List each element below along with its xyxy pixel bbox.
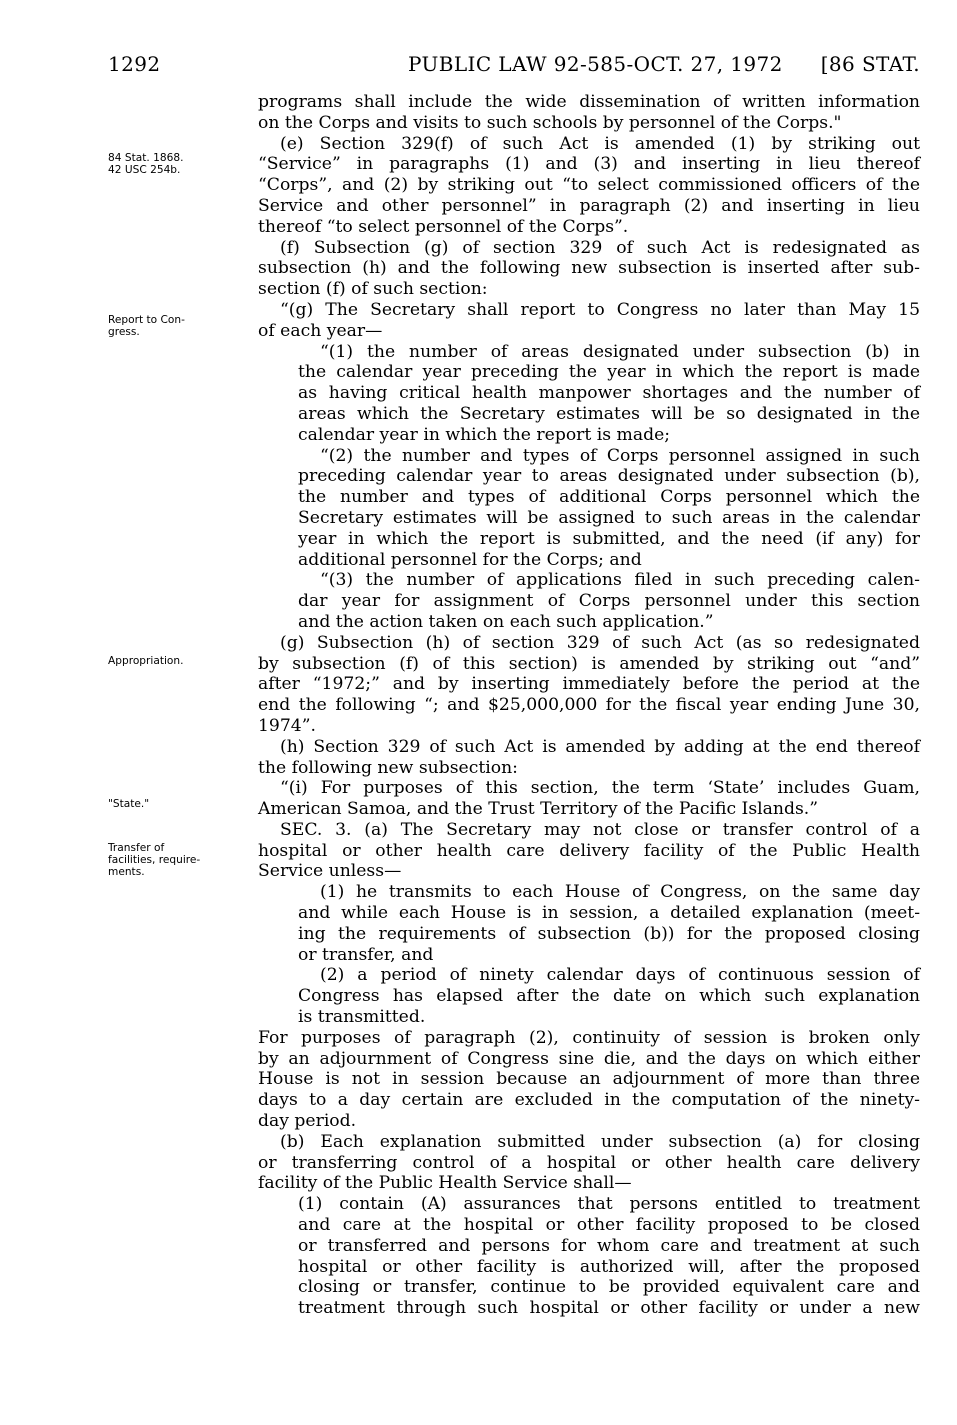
text-line: as having critical health manpower shortages and the number of — [298, 383, 920, 404]
margin-note-line: 84 Stat. 1868. — [108, 152, 184, 164]
text-line: “(g) The Secretary shall report to Congress no later than May 15 — [280, 299, 920, 320]
margin-note-line: 42 USC 254b. — [108, 164, 181, 176]
margin-note-line: "State." — [108, 798, 150, 810]
text-line: calendar year in which the report is made; — [298, 424, 671, 445]
margin-note-line: facilities, require- — [108, 854, 201, 866]
text-line: (g) Subsection (h) of section 329 of such Act (as so redesignated — [280, 632, 920, 653]
text-line: the following new subsection: — [258, 757, 518, 778]
text-line: (b) Each explanation submitted under subsection (a) for closing — [280, 1131, 920, 1152]
text-line: (f) Subsection (g) of section 329 of such Act is redesignated as — [280, 237, 920, 258]
margin-note-transfer — [108, 842, 248, 878]
text-line: dar year for assignment of Corps personnel under this section — [298, 591, 920, 612]
text-line: hospital or other facility is authorized will, after the proposed — [298, 1256, 920, 1277]
text-line: and while each House is in session, a detailed explanation (meet- — [298, 903, 920, 924]
text-line: and care at the hospital or other facility proposed to be closed — [298, 1215, 920, 1236]
text-line: Service unless— — [258, 861, 402, 882]
text-line: day period. — [258, 1111, 357, 1132]
text-line: or transferring control of a hospital or other health care delivery — [258, 1152, 920, 1173]
text-line: treatment through such hospital or other facility or under a new — [298, 1298, 920, 1319]
text-line: American Samoa, and the Trust Territory of the Pacific Islands.” — [258, 799, 819, 820]
text-line: preceding calendar year to areas designated under subsection (b), — [298, 466, 920, 487]
text-line: (e) Section 329(f) of such Act is amended (1) by striking out — [280, 133, 920, 154]
margin-note-line: gress. — [108, 326, 140, 338]
text-line: ing the requirements of subsection (b)) for the proposed closing — [298, 923, 920, 944]
text-line: Congress has elapsed after the date on which such explanation — [298, 986, 920, 1007]
text-line: areas which the Secretary estimates will be so designated in the — [298, 403, 920, 424]
text-line: “Corps”, and (2) by striking out “to select commissioned officers of the — [258, 175, 920, 196]
text-line: thereof “to select personnel of the Corps”. — [258, 216, 629, 237]
text-line: the calendar year preceding the year in which the report is made — [298, 362, 920, 383]
text-line: (1) contain (A) assurances that persons entitled to treatment — [298, 1194, 920, 1215]
body-text — [258, 92, 920, 1319]
text-line: hospital or other health care delivery facility of the Public Health — [258, 840, 920, 861]
statute-volume: [86 STAT. — [820, 52, 920, 76]
text-line: days to a day certain are excluded in the computation of the ninety- — [258, 1090, 920, 1111]
text-line: facility of the Public Health Service shall— — [258, 1173, 632, 1194]
text-line: “(3) the number of applications filed in such preceding calen- — [320, 570, 920, 591]
text-line: or transferred and persons for whom care and treatment at such — [298, 1235, 920, 1256]
margin-note-line: Appropriation. — [108, 655, 184, 667]
text-line: Secretary estimates will be assigned to such areas in the calendar — [298, 507, 920, 528]
page-number: 1292 — [108, 52, 161, 76]
margin-note-line: Report to Con- — [108, 314, 185, 326]
text-line: is transmitted. — [298, 1007, 426, 1028]
text-line: “(i) For purposes of this section, the term ‘State’ includes Guam, — [280, 778, 920, 799]
text-line: after “1972;” and by inserting immediately before the period at the — [258, 674, 920, 695]
text-line: (1) he transmits to each House of Congress, on the same day — [320, 882, 920, 903]
text-line: Service and other personnel” in paragraph (2) and inserting in lieu — [258, 195, 920, 216]
text-line: “Service” in paragraphs (1) and (3) and inserting in lieu thereof — [258, 154, 920, 175]
page-header — [108, 52, 920, 80]
text-line: SEC. 3. (a) The Secretary may not close or transfer control of a — [280, 819, 920, 840]
text-line: year in which the report is submitted, and the need (if any) for — [298, 528, 920, 549]
text-line: end the following “; and $25,000,000 for the fiscal year ending June 30, — [258, 695, 920, 716]
text-line: on the Corps and visits to such schools by personnel of the Corps." — [258, 112, 842, 133]
text-line: by subsection (f) of this section) is amended by striking out “and” — [258, 653, 920, 674]
text-line: programs shall include the wide dissemination of written information — [258, 92, 920, 112]
running-title: PUBLIC LAW 92-585-OCT. 27, 1972 — [408, 52, 783, 76]
text-line: 1974”. — [258, 715, 316, 736]
text-line: additional personnel for the Corps; and — [298, 549, 642, 570]
margin-note-state — [108, 798, 248, 810]
text-line: House is not in session because an adjournment of more than three — [258, 1069, 920, 1090]
text-line: subsection (h) and the following new subsection is inserted after sub- — [258, 258, 920, 279]
text-line: “(2) the number and types of Corps personnel assigned in such — [320, 445, 920, 466]
text-line: of each year— — [258, 320, 383, 341]
margin-note-line: ments. — [108, 866, 145, 878]
text-line: (h) Section 329 of such Act is amended by adding at the end thereof — [280, 736, 920, 757]
margin-note-line: Transfer of — [108, 842, 165, 854]
margin-note-appropriation — [108, 655, 248, 667]
text-line: by an adjournment of Congress sine die, and the days on which either — [258, 1048, 920, 1069]
text-line: the number and types of additional Corps personnel which the — [298, 487, 920, 508]
text-line: For purposes of paragraph (2), continuity of session is broken only — [258, 1027, 920, 1048]
text-line: closing or transfer, continue to be provided equivalent care and — [298, 1277, 920, 1298]
text-line: section (f) of such section: — [258, 279, 488, 300]
margin-note-stat-ref — [108, 152, 248, 176]
text-line: “(1) the number of areas designated under subsection (b) in — [320, 341, 920, 362]
text-line: (2) a period of ninety calendar days of continuous session of — [320, 965, 920, 986]
text-line: or transfer, and — [298, 944, 434, 965]
margin-note-report — [108, 314, 248, 338]
text-line: and the action taken on each such application.” — [298, 611, 714, 632]
